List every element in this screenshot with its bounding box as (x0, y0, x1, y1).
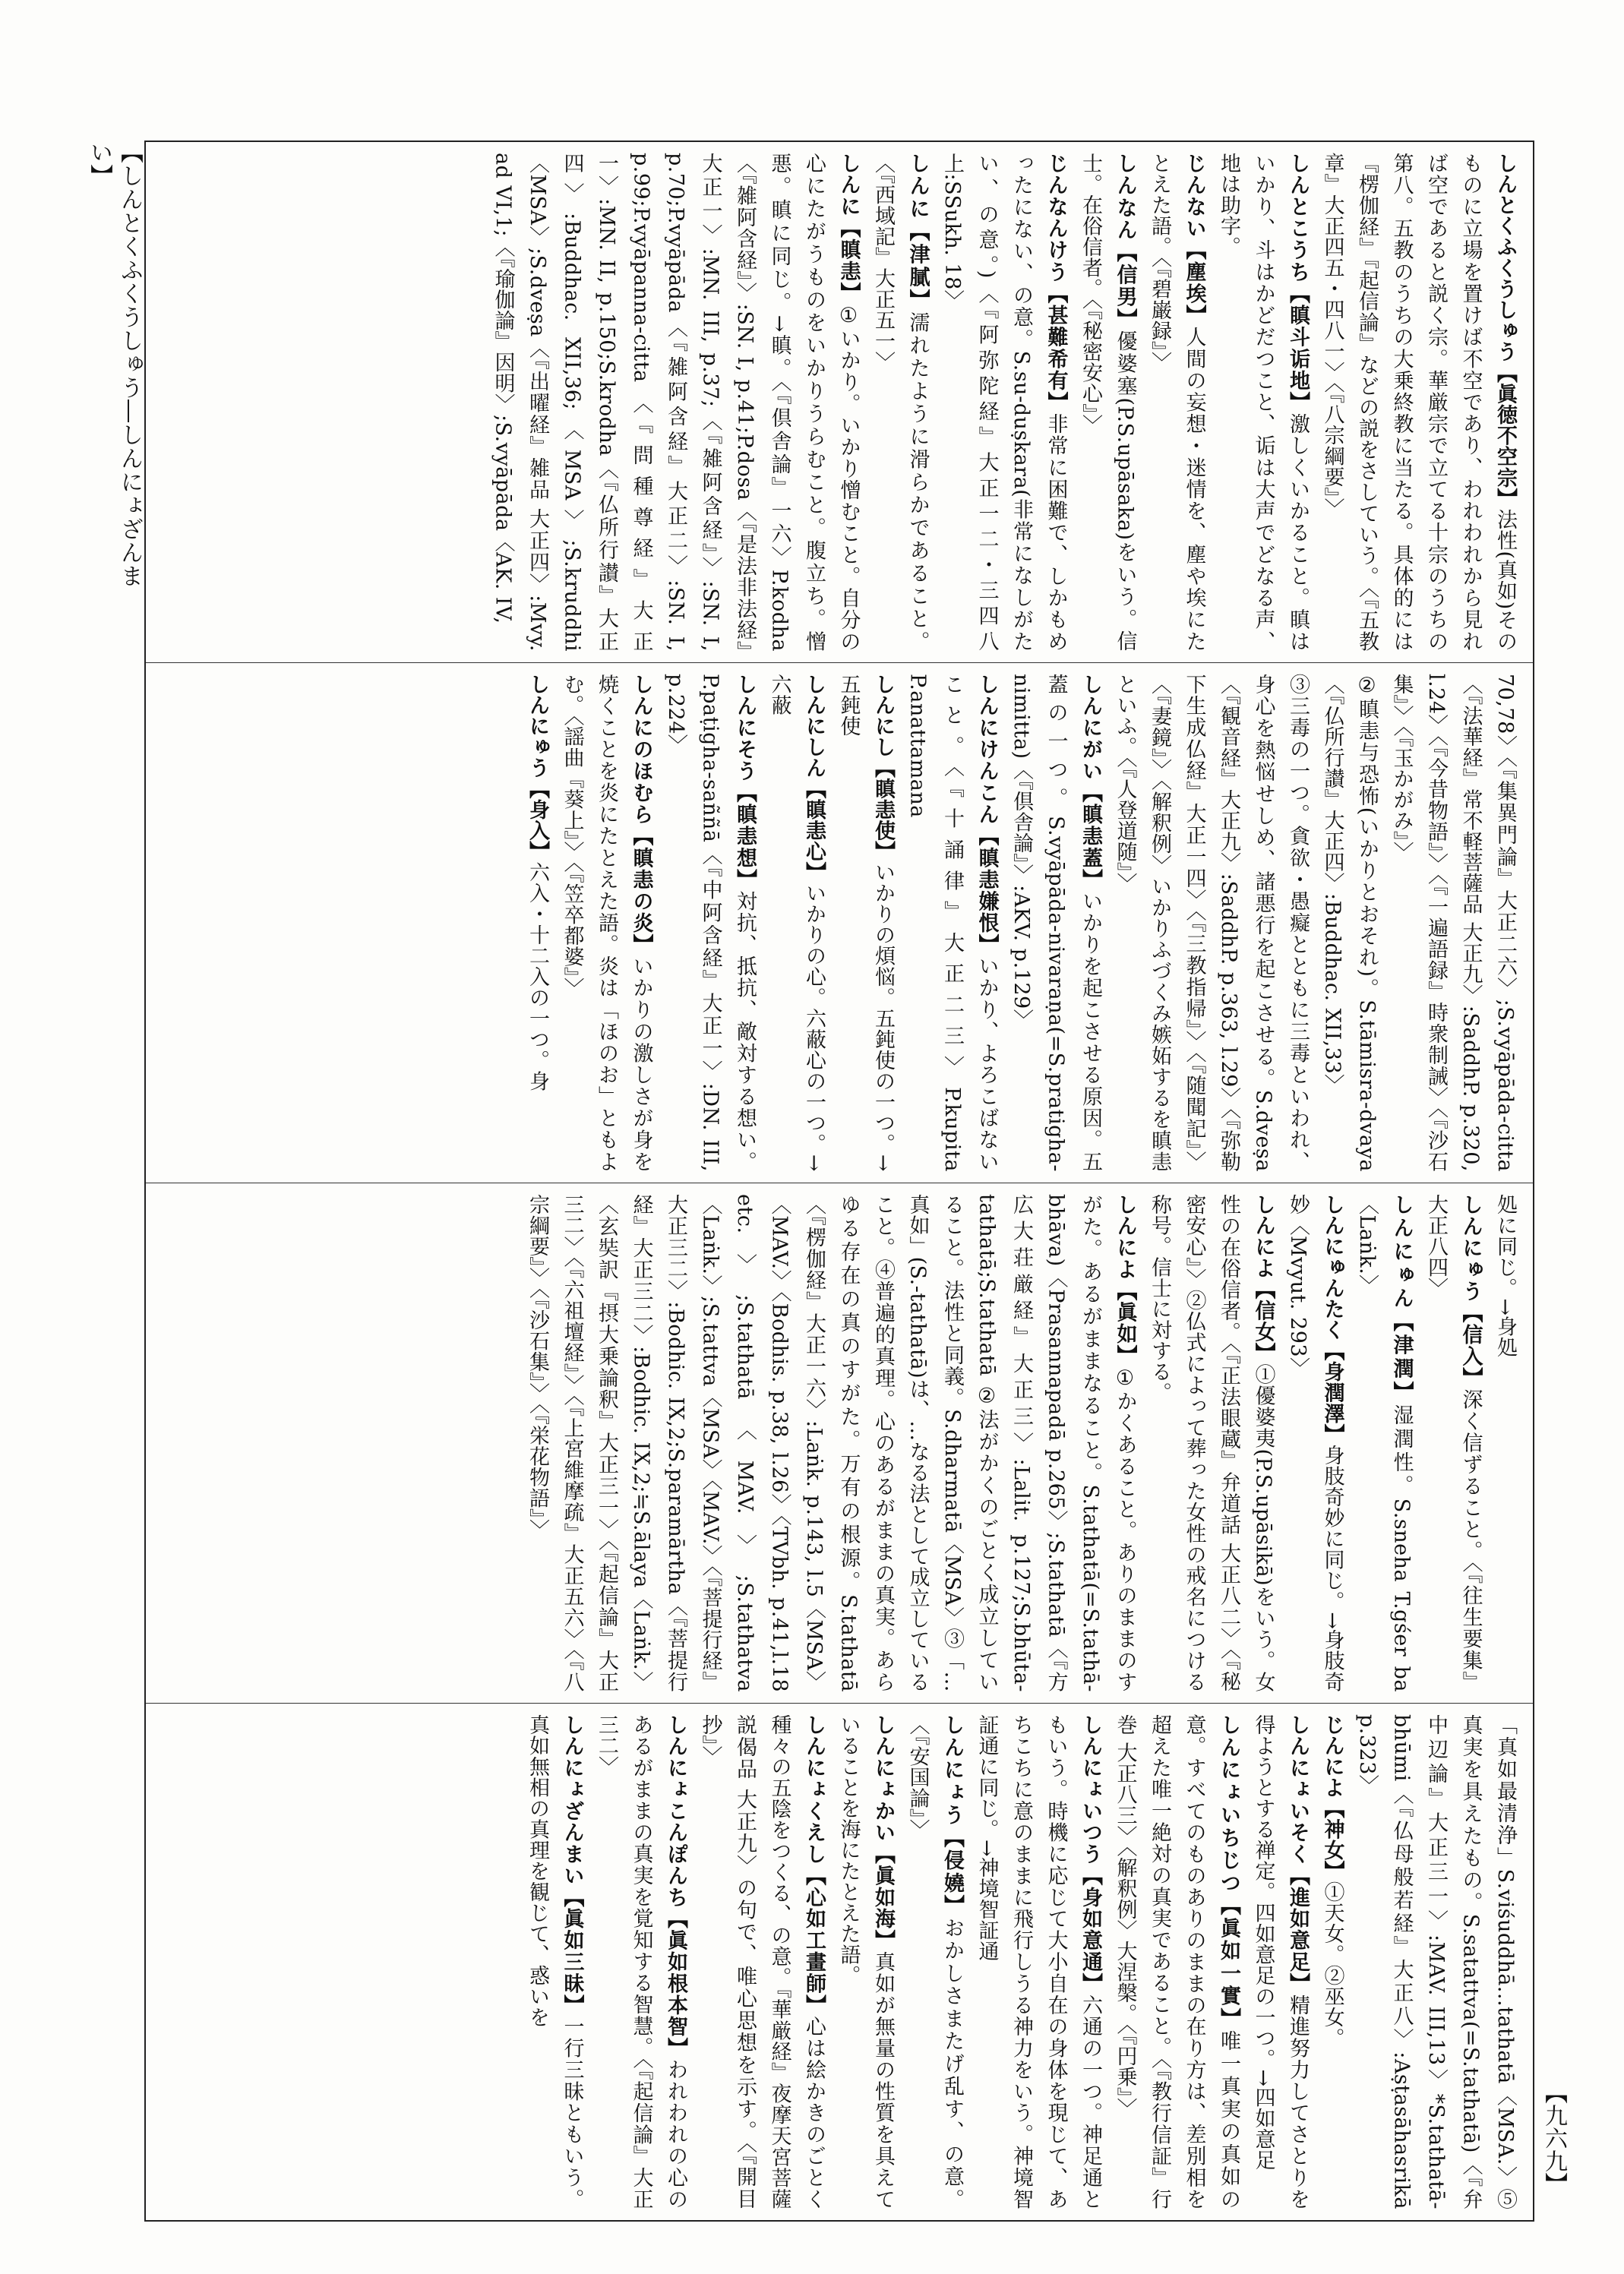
entry-headword: しんにしん【瞋恚心】 (802, 674, 826, 883)
entry-headword: じんない【塵埃】 (1182, 153, 1206, 327)
entry-headword: しんにょう【侵嬈】 (940, 1714, 964, 1918)
entry-headword: しんにょかい【眞如海】 (871, 1714, 895, 1952)
entry-body: いかり、よろこばないこと。〈『十誦律』大正二三〉P.kupita P.anattamana (905, 674, 999, 1172)
dictionary-entry (526, 674, 549, 1091)
entry-body: 「真如最清浄」S.viśuddhā...tathatā〈MSA.〉⑤真実を具えたもの。S.satattva(=S.tathatā)〈『弁中辺論』大正三一〉:MAV. III,13〉*S.tathatā-bhūmi〈『仏母般若経』大正八〉:Aṣṭasāhasrikā p.323〉 (1355, 1714, 1517, 2209)
tier-2-text (156, 674, 1522, 1172)
entry-body: 真如が無量の性質を具えていることを海にたとえた語。 (836, 1714, 895, 2209)
entry-headword: しんによ【眞如】 (1113, 1194, 1137, 1367)
entry-body: 心は絵かきのごとく種々の五陰をつくる、の意。『華厳経』夜摩天宮菩薩説偈品 大正九〉の句で、唯心思想を示す。〈『開目抄』〉 (698, 1714, 826, 2209)
dictionary-entry (1321, 1714, 1344, 2048)
entry-body: 精進努力してさとりを得ようとする禅定。四如意足の一つ。→四如意足 (1251, 1714, 1310, 2209)
dictionary-entry (1079, 153, 1137, 652)
dictionary-entry (595, 1714, 687, 2209)
entry-body: おかしさまたげ乱す、の意。〈『安国論』〉 (905, 1714, 964, 2209)
entry-body: ①優婆夷(P.S.upāsikā)をいう。女性の在俗信者。〈『正法眼蔵』弁道話 大正八二〉〈『秘密安心』〉②仏式によって葬った女性の戒名につける称号。信士に対する。 (1148, 1194, 1275, 1692)
dictionary-entry (1355, 1194, 1414, 1692)
entry-headword: しんにょこんぽんち【眞如根本智】 (664, 1714, 687, 2060)
dictionary-entry (1424, 1194, 1483, 1692)
entry-body: 六入・十二入の一つ。身 (526, 861, 549, 1091)
dictionary-entry (526, 1714, 584, 2209)
entry-headword: しんにし【瞋恚使】 (871, 674, 895, 862)
dictionary-entry (1355, 1714, 1517, 2209)
page-number: 【九六九】 (1540, 2081, 1567, 2195)
entry-headword: しんに【瞋恚】 (836, 153, 861, 305)
entry-body: いかりを起こさせる原因。五蓋の一つ。S.vyāpāda-nivaraṇa(=S.pratigha-nimitta)〈『倶舎論』〉:AKV. p.129〉 (1009, 674, 1102, 1172)
entry-headword: しんなん【信男】 (1113, 153, 1137, 331)
entry-body: 湿潤性。S.sneha T.gśer ba〈Laṅk.〉 (1355, 1194, 1414, 1692)
dictionary-entry (1148, 1194, 1275, 1692)
entry-body: 激しくいかること。瞋はいかり、斗はかどだつこと、诟は大声でどなる声、地は助字。 (1217, 153, 1310, 652)
tier-4-text (156, 1714, 1522, 2209)
dictionary-entry (837, 1714, 896, 2209)
entry-body: 濡れたように滑らかであること。〈『西域記』大正五一〉 (871, 153, 930, 652)
dictionary-entry (1321, 674, 1379, 1172)
entry-body: ③三毒の一つ。貪欲・愚癡とともに三毒といわれ、身心を熱悩せしめ、諸悪行を起こさせる。S.dveṣa〈『観音経』大正九〉:SaddhP. p.363, l.29〉〈『弥勒下生成仏経』大正一四〉〈『三教指帰』〉〈『随聞記』〉〈『妻鏡』〉〈解釈例〉いかりふづくみ嫉妬するを瞋恚といふ。〈『人登道随』〉 (1113, 674, 1310, 1172)
entry-headword: しんとくふくうしゅう【眞徳不空宗】 (1493, 153, 1517, 510)
entry-body: いかりの心。六蔽心の一つ。→六蔽 (767, 674, 826, 1172)
entry-headword: しんにのほむら【瞋恚の炎】 (629, 674, 653, 956)
entry-headword: しんにゅんたく【身潤澤】 (1320, 1194, 1344, 1445)
entry-headword: しんにそう【瞋恚想】 (733, 674, 757, 891)
dictionary-entry (906, 1714, 965, 2209)
entry-body: ①天女。②巫女。 (1320, 1881, 1344, 2048)
entry-body: 身肢奇妙に同じ。→身肢奇妙〈Mvyut. 293〉 (1286, 1194, 1344, 1692)
entry-body: 法性(真如)そのものに立場を置けば不空であり、われわれから見れば空であると説く宗。華厳宗で立てる十宗のうちの第八。五教のうちの大乗終教に当たる。具体的には『楞伽経』『起信論』などの説をさしていう。〈『五教章』大正四五・四八一〉〈『八宗綱要』〉 (1320, 153, 1517, 652)
entry-headword: しんに【津膩】 (905, 153, 930, 312)
dictionary-entry (1321, 153, 1518, 652)
entry-body: ①いかり。いかり憎むこと。自分の心にたがうものをいかりうらむこと。腹立ち。憎悪。瞋に同じ。→瞋。〈『倶舎論』一六〉P.kodha〈『雑阿含経』〉:SN. I, p.41;P.dosa〈『是法非法経』大正一〉:MN. III, p.37;〈『雑阿含経』〉:SN. I, p.70;P.vyāpāda〈『雑阿含経』大正二〉:SN. I, p.99;P.vyāpanna-citta〈『問種尊経』大正一〉:MN. II, p.150;S.krodha〈『仏所行讃』大正四〉:Buddhac. XII,36;〈MSA〉;S.kruddhi〈MSA〉;S.dveṣa〈『出曜経』雑品 大正四〉:Mvy. ad VI,1;〈『瑜伽論』因明〉;S.vyāpāda〈AK. IV, (491, 153, 861, 652)
entry-body: いかりの煩悩。五鈍使の一つ。→五鈍使 (836, 674, 895, 1172)
entry-headword: じんによ【神女】 (1320, 1714, 1344, 1881)
tier-1 (146, 142, 1533, 662)
entry-body: ①かくあること。ありのままのすがた。あるがままなること。S.tathatā(=S.tathā-bhāva)〈Prasannapadā p.265〉;S.tathatā〈『方広大荘厳経』大正三〉:Lalit. p.127;S.bhūta-tathatā;S.tathatā ②法がかくのごとく成立していること。法性と同義。S.dharmatā〈MSA〉③「…真如」(S.-tathatā)は、…なる法として成立していること。④普遍的真理。心のあるがままの真実。あらゆる存在の真のすがた。万有の根源。S.tathatā〈『楞伽経』大正一六〉:Laṅk. p.143, l.5〈MSA〉〈MAV.〉〈Bodhis. p.38, l.26〉〈TVbh. p.41,l.18 etc.〉;S.tathatā〈MAV.〉;S.tathatva〈Laṅk.〉;S.tattva〈MSA〉〈MAV.〉〈『菩提行経』大正三二〉:Bodhic. IX,2;S.paramārtha〈『菩提行経』大正三二〉:Bodhic. IX,2;≒S.ālaya〈Laṅk.〉〈玄奘訳『摂大乗論釈』大正三一〉〈『起信論』大正三二〉〈『六祖壇経』〉〈『上宮維摩疏』大正五六〉〈『八宗綱要』〉〈『沙石集』〉〈『栄花物語』〉 (526, 1194, 1137, 1692)
dictionary-entry (1217, 153, 1310, 652)
entry-headword: しんにゅう【信入】 (1458, 1194, 1483, 1389)
dictionary-entry (1493, 1194, 1517, 1358)
entry-body: 非常に困難で、しかもめったにない、の意。S.su-duṣkara(非常になしがたい、の意。)〈『阿弥陀経』大正一二・三四八上:SSukh. 18〉 (940, 153, 1068, 652)
dictionary-page-frame (144, 141, 1534, 2222)
tier-1-text (156, 153, 1522, 652)
tier-2 (146, 662, 1533, 1183)
dictionary-entry (871, 153, 930, 652)
dictionary-entry (561, 674, 653, 1172)
dictionary-entry (1009, 674, 1102, 1172)
entry-body: 対抗、抵抗、敵対する想い。P.paṭigha-saññā〈『中阿含経』大正一〉:DN. III, p.224〉 (664, 674, 757, 1172)
entry-body: 唯一真実の真如の意。すべてのものありのままの在り方は、差別相を超えた唯一絶対の真実であること。〈『教行信証』行巻 大正八三〉〈解釈例〉大涅槃。〈『円乗』〉 (1113, 1714, 1240, 2209)
entry-body: 処に同じ。→身処 (1493, 1194, 1517, 1358)
dictionary-entry (975, 1714, 1103, 2209)
dictionary-entry (1252, 1714, 1310, 2209)
dictionary-entry (940, 153, 1068, 652)
dictionary-entry (768, 674, 826, 1172)
entry-headword: しんにょいちじつ【眞如一實】 (1217, 1714, 1240, 2031)
dictionary-entry (699, 1714, 826, 2209)
tier-3 (146, 1183, 1533, 1703)
dictionary-entry (1114, 674, 1310, 1172)
dictionary-entry (1286, 1194, 1344, 1692)
dictionary-entry (1390, 674, 1518, 1172)
entry-headword: しんにがい【瞋恚蓋】 (1079, 674, 1102, 891)
tier-4 (146, 1703, 1533, 2220)
entry-body: 優婆塞(P.S.upāsaka)をいう。信士。在俗信者。〈『秘密安心』〉 (1079, 153, 1137, 652)
entry-headword: しんにょざんまい【眞如三昧】 (560, 1714, 584, 2017)
running-head: 【しんとくふくうしゅう―しんにょざんまい】 (86, 141, 143, 588)
entry-headword: じんなんけう【甚難希有】 (1044, 153, 1068, 414)
dictionary-entry (491, 153, 861, 652)
entry-body: 70,78〉〈『集異門論』大正二六〉;S.vyāpāda-citta〈『法華経』常不軽菩薩品 大正九〉:SaddhP. p.320, l.24〉〈『今昔物語』〉〈『一遍語録』時衆制誡〉〈『沙石集』〉〈『玉かがみ』〉 (1389, 674, 1517, 1172)
entry-body: われわれの心のあるがままの真実を覚知する智慧。〈『起信論』大正三二〉 (595, 1714, 687, 2209)
dictionary-entry (526, 1194, 1137, 1692)
tier-3-text (156, 1194, 1522, 1692)
dictionary-entry (1114, 1714, 1241, 2209)
entry-headword: しんにょいそく【進如意足】 (1286, 1714, 1310, 1995)
entry-body: 六通の一つ。神足通ともいう。時機に応じて大小自在の身体を現じて、あちこちに意のままに飛行しうる神力をいう。神境智証通に同じ。→神境智証通 (975, 1714, 1102, 2209)
dictionary-entry (906, 674, 999, 1172)
dictionary-entry (1148, 153, 1206, 652)
entry-body: 一行三昧ともいう。真如無相の真理を観じて、惑いを (526, 1714, 584, 2209)
entry-headword: しんにゅん【津潤】 (1389, 1194, 1414, 1405)
entry-headword: しんにゅう【身入】 (526, 674, 549, 862)
entry-body: 深く信ずること。〈『往生要集』大正八四〉 (1424, 1194, 1483, 1692)
entry-headword: しんにょくえし【心如工畫師】 (802, 1714, 826, 2017)
entry-headword: しんによ【信女】 (1251, 1194, 1275, 1364)
dictionary-entry (664, 674, 757, 1172)
entry-headword: しんとこうち【瞋斗诟地】 (1286, 153, 1310, 414)
entry-body: ②瞋恚与恐怖(いかりとおそれ)。S.tāmisra-dvaya〈『仏所行讃』大正四〉:Buddhac. XII,33〉 (1320, 674, 1379, 1172)
entry-body: 人間の妄想・迷情を、塵や埃にたとえた語。〈『碧巌録』〉 (1148, 153, 1206, 652)
dictionary-entry (837, 674, 896, 1172)
entry-headword: しんにけんこん【瞋恚嫌恨】 (975, 674, 999, 956)
entry-body: いかりの激しさが身を焼くことを炎にたとえた語。炎は「ほのお」ともよむ。〈謡曲『葵上』〉〈『笠卒都婆』〉 (560, 674, 653, 1172)
entry-headword: しんにょいつう【身如意通】 (1079, 1714, 1102, 1995)
